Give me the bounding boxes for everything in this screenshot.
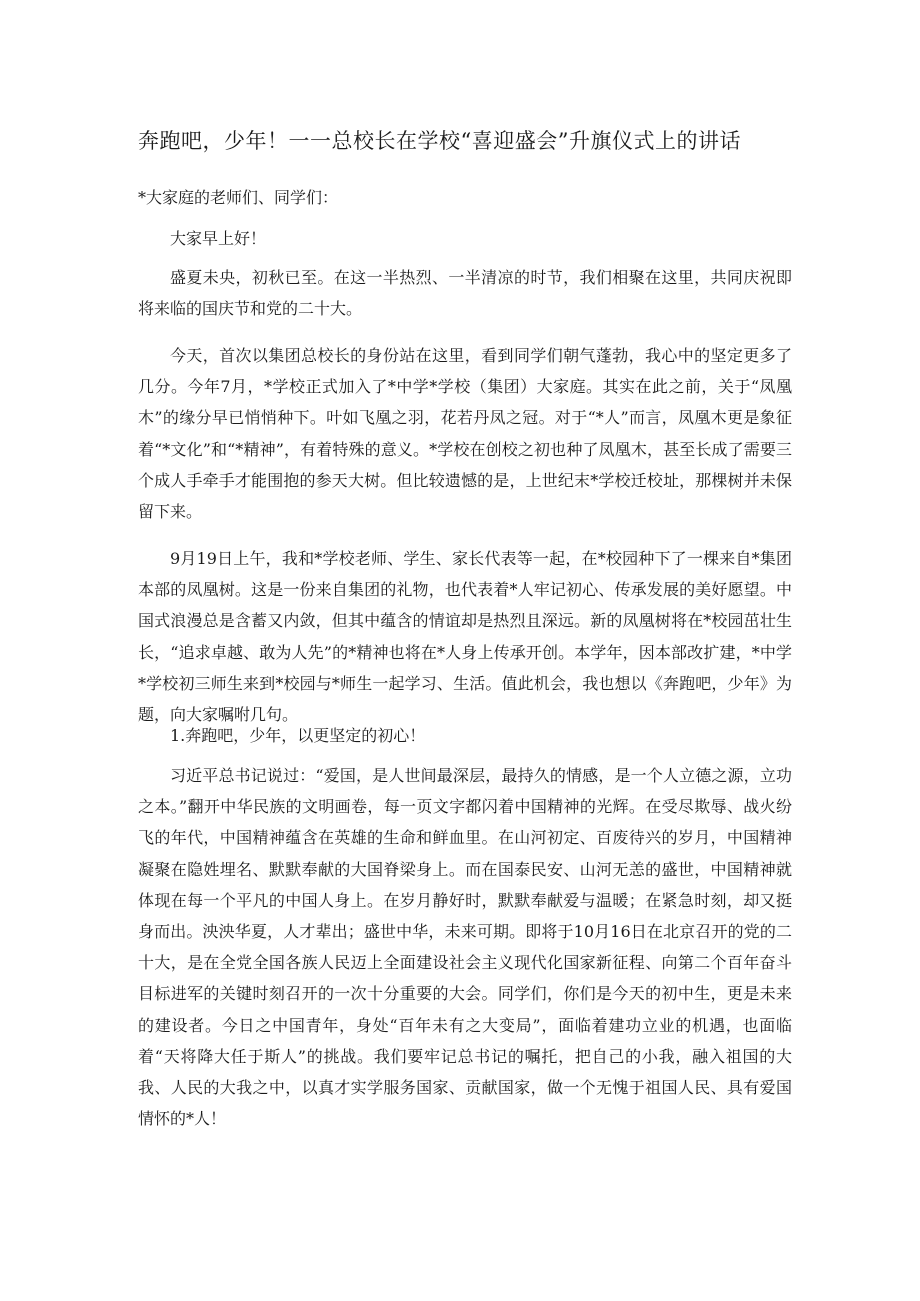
section-heading: 1.奔跑吧，少年，以更坚定的初心！ xyxy=(170,726,426,745)
paragraph-greeting: 大家早上好！ xyxy=(170,229,267,248)
paragraph: 9月19日上午，我和*学校老师、学生、家长代表等一起，在*校园种下了一棵来自*集团本部的凤凰树。这是一份来自集团的礼物，也代表着*人牢记初心、传承发展的美好愿望。中国式浪漫总是含蓄又内敛，但其中蕴含的情谊却是热烈且深远。新的凤凰树将在*校园茁壮生长，“追求卓越、敢为人先”的*精神也将在*人身上传承开创。本学年，因本部改扩建，*中学*学校初三师生来到*校园与*师生一起学习、生活。值此机会，我也想以《奔跑吧，少年》为题，向大家嘱咐几句。 xyxy=(138,549,792,725)
paragraph: 习近平总书记说过：“爱国，是人世间最深层，最持久的情感，是一个人立德之源，立功之本。”翻开中华民族的文明画卷，每一页文字都闪着中国精神的光辉。在受尽欺辱、战火纷飞的年代，中国精神蕴含在英雄的生命和鲜血里。在山河初定、百废待兴的岁月，中国精神凝聚在隐姓埋名、默默奉献的大国脊梁身上。而在国泰民安、山河无恙的盛世，中国精神就体现在每一个平凡的中国人身上。在岁月静好时，默默奉献爱与温暖；在紧急时刻，却又挺身而出。泱泱华夏，人才辈出；盛世中华，未来可期。即将于10月16日在北京召开的党的二十大，是在全党全国各族人民迈上全面建设社会主义现代化国家新征程、向第二个百年奋斗目标进军的关键时刻召开的一次十分重要的大会。同学们，你们是今天的初中生，更是未来的建设者。今日之中国青年，身处“百年未有之大变局”，面临着建功立业的机遇，也面临着“天将降大任于斯人”的挑战。我们要牢记总书记的嘱托，把自己的小我，融入祖国的大我、人民的大我之中，以真才实学服务国家、贡献国家，做一个无愧于祖国人民、具有爱国情怀的*人！ xyxy=(138,766,792,1129)
document-title: 奔跑吧，少年！一一总校长在学校“喜迎盛会”升旗仪式上的讲话 xyxy=(138,129,741,153)
paragraph: 今天，首次以集团总校长的身份站在这里，看到同学们朝气蓬勃，我心中的坚定更多了几分。今年7月，*学校正式加入了*中学*学校（集团）大家庭。其实在此之前，关于“凤凰木”的缘分早已悄悄种下。叶如飞凰之羽，花若丹凤之冠。对于“*人”而言，凤凰木更是象征着“*文化”和“*精神”，有着特殊的意义。*学校在创校之初也种了凤凰木，甚至长成了需要三个成人手牵手才能围抱的参天大树。但比较遗憾的是，上世纪末*学校迁校址，那棵树并未保留下来。 xyxy=(138,346,792,522)
salutation: *大家庭的老师们、同学们： xyxy=(138,188,339,207)
paragraph: 盛夏未央，初秋已至。在这一半热烈、一半清凉的时节，我们相聚在这里，共同庆祝即将来临的国庆节和党的二十大。 xyxy=(138,268,792,319)
